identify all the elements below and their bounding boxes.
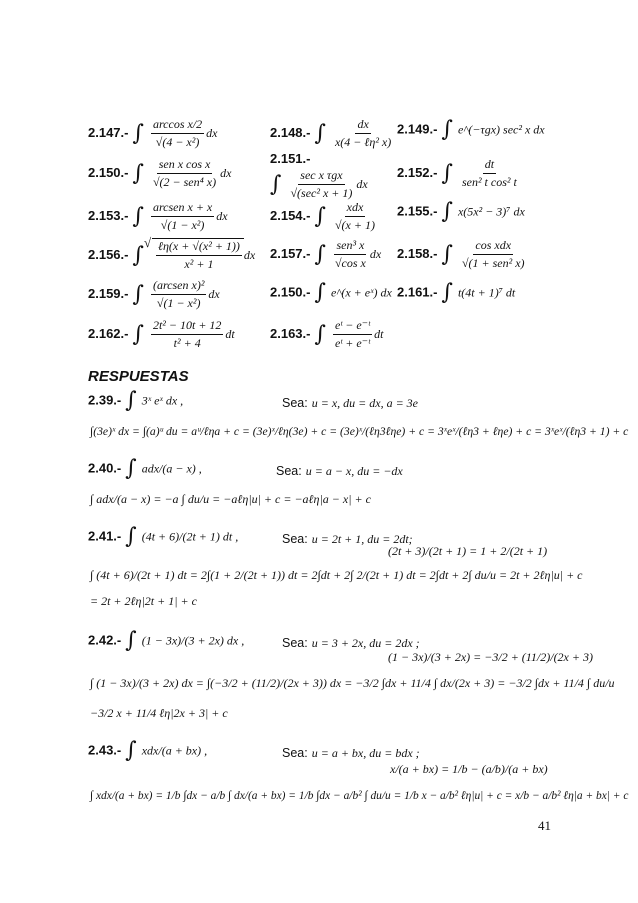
integral-sign: ∫: [441, 160, 453, 186]
answer-2-40-substitution: Sea: u = a − x, du = −dx: [276, 464, 403, 478]
answer-2-43-identity: x/(a + bx) = 1/b − (a/b)/(a + bx): [390, 762, 548, 776]
answer-2-41-substitution: Sea: u = 2t + 1, du = 2dt;: [282, 532, 413, 546]
problem-2-158: [397, 238, 529, 271]
answer-2-41-line-2: = 2t + 2ℓη|2t + 1| + c: [90, 594, 197, 608]
integral-sign: ∫: [314, 120, 326, 146]
problem-label: 2.152.-: [397, 165, 438, 181]
answer-2-43-substitution: Sea: u = a + bx, du = bdx ;: [282, 746, 420, 760]
fraction: $\frac{\text{eᵗ − e⁻ᵗ}}{\text{eᵗ + e⁻ᵗ}}$: [334, 318, 371, 350]
answer-label: 2.42.-: [88, 632, 122, 648]
problem-label: 2.148.-: [270, 125, 311, 141]
answer-2-42: 2.42.- ∫ (1 − 3x)/(3 + 2x) dx ,: [88, 628, 245, 653]
problem-2-153: 2.153.- ∫ $\frac{\text{arcsen x + x}}{\text{√(1 − x²)}}$ dx: [88, 200, 228, 232]
problem-label: 2.150.-: [88, 165, 129, 181]
problem-2-150b: 2.150.- ∫ e^(x + eˣ) dx: [270, 280, 392, 305]
problem-2-147: 2.147.- ∫ $\frac{\text{arccos x/2}}{\text{√(4 − x²)}}$ dx: [88, 117, 218, 149]
problem-2-163: 2.163.- ∫ $\frac{\text{eᵗ − e⁻ᵗ}}{\text{eᵗ + e⁻ᵗ}}$ dt: [270, 318, 384, 350]
answer-2-39: 2.39.- ∫ 3ˣ eˣ dx ,: [88, 388, 184, 413]
problem-2-151: 2.151.- ∫ $\frac{\text{sec x τgx}}{\text{√(sec² x + 1)}}$ dx: [270, 151, 368, 200]
problem-2-162: 2.162.- ∫ $\frac{\text{2t² − 10t + 12}}{\text{t² + 4}}$ dt: [88, 318, 235, 350]
fraction: $\frac{\text{arccos x/2}}{\text{√(4 − x²)}}$: [152, 117, 203, 149]
fraction: $\frac{\text{sen³ x}}{\text{√cos x}}$: [334, 238, 366, 270]
integral-sign: ∫: [132, 321, 144, 347]
problem-label: 2.151.-: [270, 151, 311, 166]
integral-sign: ∫: [441, 241, 453, 267]
answer-2-42-identity: (1 − 3x)/(3 + 2x) = −3/2 + (11/2)/(2x + 3): [388, 650, 593, 664]
answer-label: 2.39.-: [88, 392, 122, 408]
problem-2-156: 2.156.- ∫ √ $\frac{\text{ℓη(x + √(x² + 1))}}{\text{x² + 1}}$ dx: [88, 238, 255, 272]
problem-2-157: 2.157.- ∫ $\frac{\text{sen³ x}}{\text{√cos x}}$ dx: [270, 238, 382, 270]
problem-label: 2.154.-: [270, 208, 311, 224]
integral-sign: ∫: [314, 280, 326, 305]
problem-label: 2.155.-: [397, 203, 438, 219]
problem-label: 2.158.-: [397, 246, 438, 262]
problem-label: 2.149.-: [397, 121, 438, 137]
answer-2-39-substitution: Sea: u = x, du = dx, a = 3e: [282, 396, 418, 410]
integral-sign: ∫: [270, 171, 282, 197]
problem-2-149: 2.149.- ∫ e^(−τgx) sec² x dx: [397, 117, 545, 142]
fraction: $\frac{\text{(arcsen x)²}}{\text{√(1 − x²)}}$: [152, 278, 205, 310]
problem-2-150: 2.150.- ∫ $\frac{\text{sen x cos x}}{\text{√(2 − sen⁴ x)}}$ dx: [88, 157, 232, 189]
answer-2-39-line-1: ∫(3e)ˣ dx = ∫(a)ᵘ du = aᵘ/ℓηa + c = (3e)ˣ/ℓη(3e) + c = (3e)ˣ/(ℓη3ℓηe) + c = 3ˣeˣ/(ℓη3 + ℓηe) + c = 3ˣeˣ/(ℓη3 + 1) + c: [90, 424, 629, 438]
sqrt: [152, 238, 244, 272]
answer-label: 2.40.-: [88, 460, 122, 476]
answer-2-41-identity: (2t + 3)/(2t + 1) = 1 + 2/(2t + 1): [388, 544, 548, 558]
integral-sign: ∫: [125, 388, 137, 413]
fraction: √ $\frac{\text{ℓη(x + √(x² + 1))}}{\text{x² + 1}}$: [157, 239, 240, 271]
problem-label: 2.147.-: [88, 125, 129, 141]
problem-2-159: 2.159.- ∫ $\frac{\text{(arcsen x)²}}{\text{√(1 − x²)}}$ dx: [88, 278, 220, 310]
fraction: $\frac{dt}{\text{sen² t cos² t}}$: [461, 157, 517, 189]
integral-sign: ∫: [314, 321, 326, 347]
integral-sign: ∫: [125, 524, 137, 549]
integral-sign: ∫: [132, 120, 144, 146]
integral-sign: ∫: [125, 456, 137, 481]
fraction: $\frac{\text{sen x cos x}}{\text{√(2 − sen⁴ x)}}$: [152, 157, 217, 189]
integral-sign: ∫: [132, 203, 144, 229]
answer-2-40-line-1: ∫ adx/(a − x) = −a ∫ du/u = −aℓη|u| + c = −aℓη|a − x| + c: [90, 492, 371, 506]
integral-sign: ∫: [441, 117, 453, 142]
problem-label: 2.150.-: [270, 284, 311, 300]
problem-2-152: [397, 157, 521, 190]
answer-label: 2.43.-: [88, 742, 122, 758]
integral-sign: ∫: [125, 738, 137, 763]
integral-sign: ∫: [125, 628, 137, 653]
problem-2-161: 2.161.- ∫ t(4t + 1)⁷ dt: [397, 280, 516, 305]
answer-2-42-substitution: Sea: u = 3 + 2x, du = 2dx ;: [282, 636, 420, 650]
problem-2-154: [270, 200, 379, 233]
answers-title: RESPUESTAS: [88, 368, 189, 385]
answer-2-43-line-1: ∫ xdx/(a + bx) = 1/b ∫dx − a/b ∫ dx/(a + bx) = 1/b ∫dx − a/b² ∫ du/u = 1/b x − a/b² ℓη|u| + c = x/b − a/b² ℓη|a + bx| + c: [90, 788, 629, 802]
problem-label: 2.153.-: [88, 208, 129, 224]
answer-2-41-line-1: ∫ (4t + 6)/(2t + 1) dt = 2∫(1 + 2/(2t + 1)) dt = 2∫dt + 2∫ 2/(2t + 1) dt = 2∫dt + 2∫ du/u = 2t + 2ℓη|u| + c: [90, 568, 583, 582]
integral-sign: ∫: [441, 199, 453, 224]
answer-2-42-line-2: −3/2 x + 11/4 ℓη|2x + 3| + c: [90, 706, 228, 720]
problem-label: 2.163.-: [270, 326, 311, 342]
integral-sign: ∫: [132, 242, 144, 268]
integral-sign: ∫: [314, 241, 326, 267]
answer-2-40: 2.40.- ∫ adx/(a − x) ,: [88, 456, 202, 481]
fraction: $\frac{\text{xdx}}{√(x + 1)}$: [334, 200, 375, 232]
fraction: $\frac{dx}{\text{x(4 − ℓη² x)}}$: [334, 117, 392, 149]
problem-2-155: 2.155.- ∫ x(5x² − 3)⁷ dx: [397, 199, 525, 224]
answer-2-41: 2.41.- ∫ (4t + 6)/(2t + 1) dt ,: [88, 524, 239, 549]
answer-label: 2.41.-: [88, 528, 122, 544]
problem-label: 2.157.-: [270, 246, 311, 262]
problem-label: 2.156.-: [88, 247, 129, 263]
problem-label: 2.162.-: [88, 326, 129, 342]
page-number: 41: [538, 818, 551, 833]
problem-label: 2.159.-: [88, 286, 129, 302]
answer-2-42-line-1: ∫ (1 − 3x)/(3 + 2x) dx = ∫(−3/2 + (11/2)/(2x + 3)) dx = −3/2 ∫dx + 11/4 ∫ dx/(2x + 3) = −3/2 ∫dx + 11/4 ∫ du/u: [90, 676, 615, 690]
fraction: $\frac{\text{arcsen x + x}}{\text{√(1 − x²)}}$: [152, 200, 213, 232]
fraction: $\frac{\text{2t² − 10t + 12}}{\text{t² + 4}}$: [152, 318, 222, 350]
integral-sign: ∫: [314, 203, 326, 229]
integral-sign: ∫: [132, 160, 144, 186]
fraction: $\frac{\text{sec x τgx}}{\text{√(sec² x + 1)}}$: [290, 168, 353, 200]
problem-2-148: [270, 117, 395, 150]
answer-2-43: 2.43.- ∫ xdx/(a + bx) ,: [88, 738, 208, 763]
problem-label: 2.161.-: [397, 284, 438, 300]
integral-sign: ∫: [132, 281, 144, 307]
fraction: $\frac{\text{cos xdx}}{\text{√(1 + sen² x)}}$: [461, 238, 525, 270]
integral-sign: ∫: [441, 280, 453, 305]
